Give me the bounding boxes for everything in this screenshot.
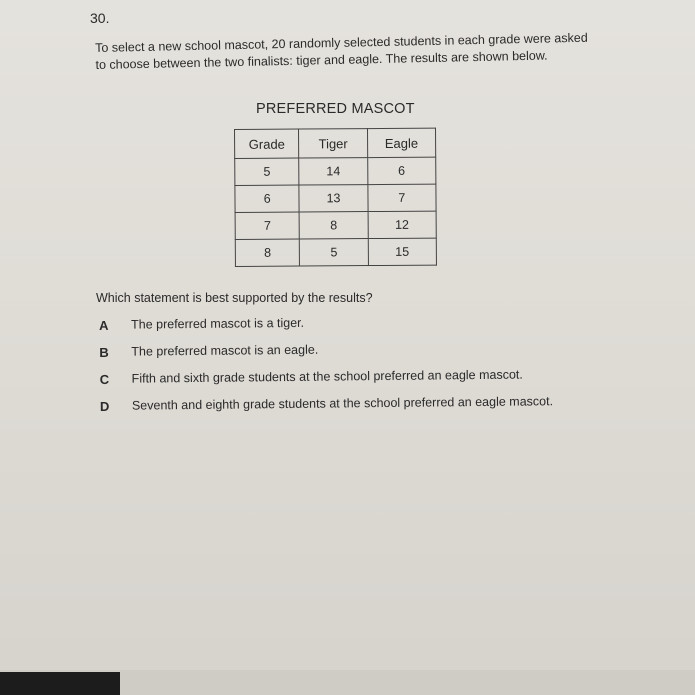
cell-eagle: 12: [368, 211, 437, 238]
option-text: Fifth and sixth grade students at the school preferred an eagle mascot.: [131, 367, 523, 386]
prompt-line: to choose between the two finalists: tiger and eagle. The results are shown below.: [95, 48, 548, 72]
cell-eagle: 7: [368, 184, 437, 211]
cell-grade: 8: [235, 239, 300, 266]
table-header-row: [235, 128, 436, 158]
prompt-line: To select a new school mascot, 20 randomly selected students in each grade were asked: [95, 30, 588, 55]
table-row: [235, 238, 436, 266]
column-header-grade: Grade: [235, 129, 300, 158]
table-row: [235, 157, 436, 185]
problem-number: 30.: [90, 10, 110, 26]
cell-eagle: 6: [367, 157, 436, 184]
option-text: The preferred mascot is a tiger.: [130, 315, 305, 332]
table-title: PREFERRED MASCOT: [256, 101, 415, 117]
column-header-tiger: Tiger: [299, 129, 367, 158]
option-letter: C: [99, 371, 110, 387]
cell-grade: 6: [235, 185, 300, 212]
option-letter: B: [99, 344, 109, 360]
option-letter: D: [99, 398, 110, 414]
option-text: Seventh and eighth grade students at the school preferred an eagle mascot.: [131, 394, 554, 413]
column-header-eagle: Eagle: [367, 128, 436, 157]
option-d[interactable]: [97, 393, 657, 426]
option-letter: A: [98, 317, 109, 333]
cell-tiger: 5: [300, 239, 368, 266]
cell-tiger: 14: [299, 158, 367, 185]
table-row: [235, 184, 436, 212]
option-text: The preferred mascot is an eagle.: [131, 342, 319, 359]
answer-options: [96, 312, 657, 426]
cell-tiger: 13: [299, 185, 367, 212]
cell-grade: 5: [235, 158, 300, 185]
question-text: Which statement is best supported by the results?: [96, 291, 373, 305]
problem-prompt: [95, 29, 636, 74]
mascot-table: [234, 128, 437, 267]
table-row: [235, 211, 436, 239]
cell-grade: 7: [235, 212, 300, 239]
background-shadow: [0, 672, 120, 695]
cell-eagle: 15: [368, 238, 437, 265]
cell-tiger: 8: [300, 212, 368, 239]
